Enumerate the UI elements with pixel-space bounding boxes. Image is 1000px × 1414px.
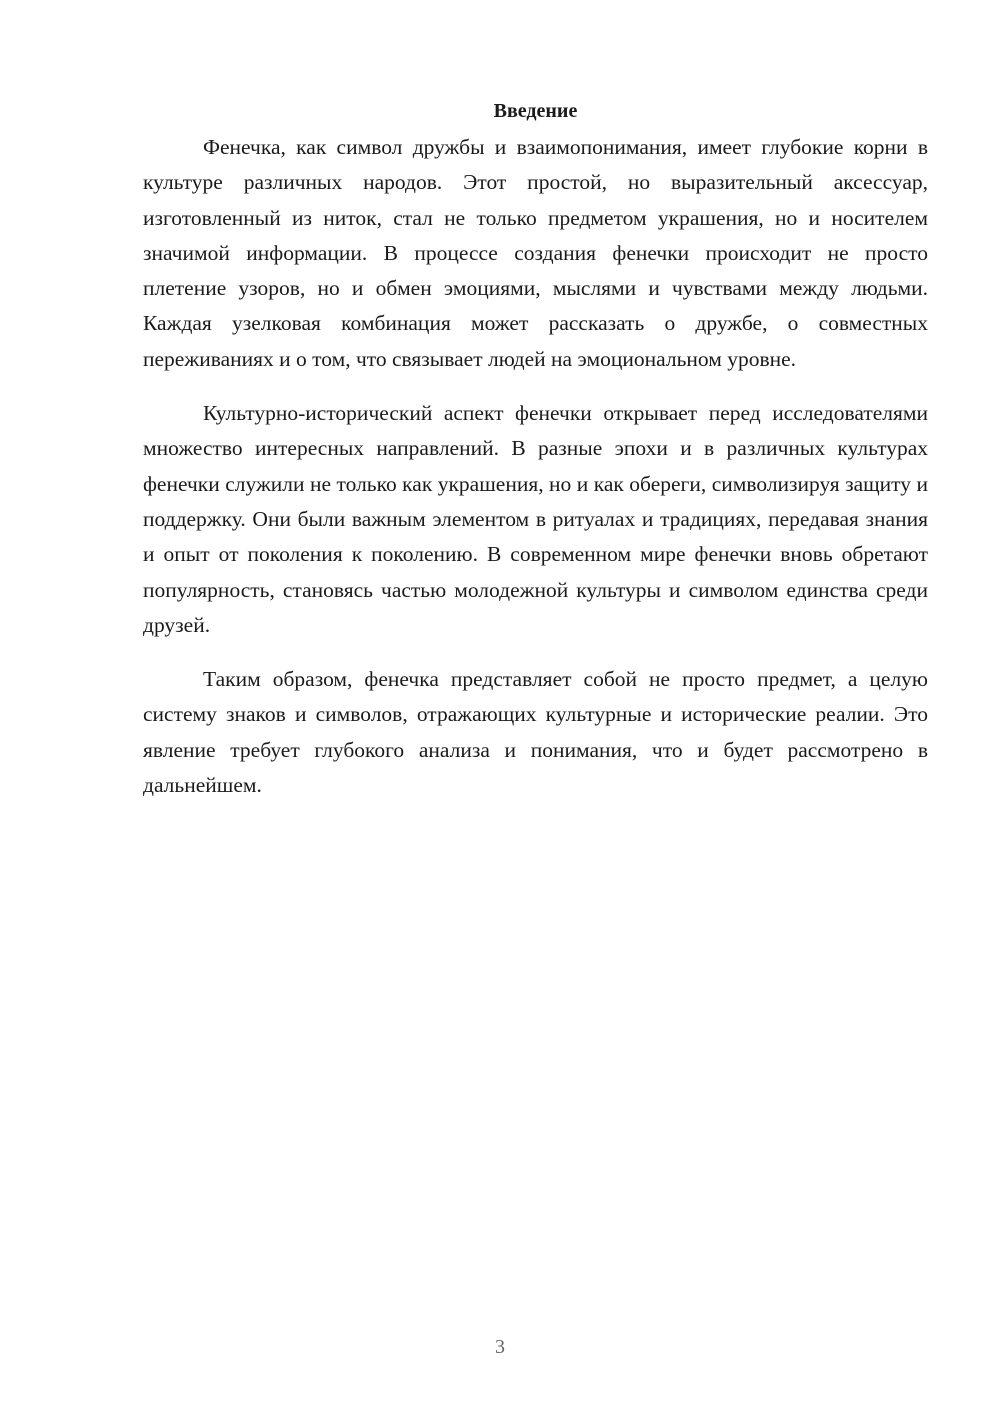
page-number: 3 bbox=[495, 1336, 505, 1358]
paragraph-1: Фенечка, как символ дружбы и взаимопонимания, имеет глубокие корни в культуре различных народов. Этот простой, но выразительный аксессуар, изготовленный из ниток, стал не только предметом украшения, но и носителем значимой информации. В процессе создания фенечки происходит не просто плетение узоров, но и обмен эмоциями, мыслями и чувствами между людьми. Каждая узелковая комбинация может рассказать о дружбе, о совместных переживаниях и о том, что связывает людей на эмоциональном уровне. bbox=[143, 135, 928, 371]
section-heading: Введение bbox=[493, 100, 578, 122]
document-page bbox=[143, 96, 928, 803]
paragraph-2: Культурно-исторический аспект фенечки открывает перед исследователями множество интересных направлений. В разные эпохи и в различных культурах фенечки служили не только как украшения, но и как обереги, символизируя защиту и поддержку. Они были важным элементом в ритуалах и традициях, передавая знания и опыт от поколения к поколению. В современном мире фенечки вновь обретают популярность, становясь частью молодежной культуры и символом единства среди друзей. bbox=[143, 401, 928, 637]
paragraph-3: Таким образом, фенечка представляет собой не просто предмет, а целую систему знаков и символов, отражающих культурные и исторические реалии. Это явление требует глубокого анализа и понимания, что и будет рассмотрено в дальнейшем. bbox=[143, 667, 928, 798]
